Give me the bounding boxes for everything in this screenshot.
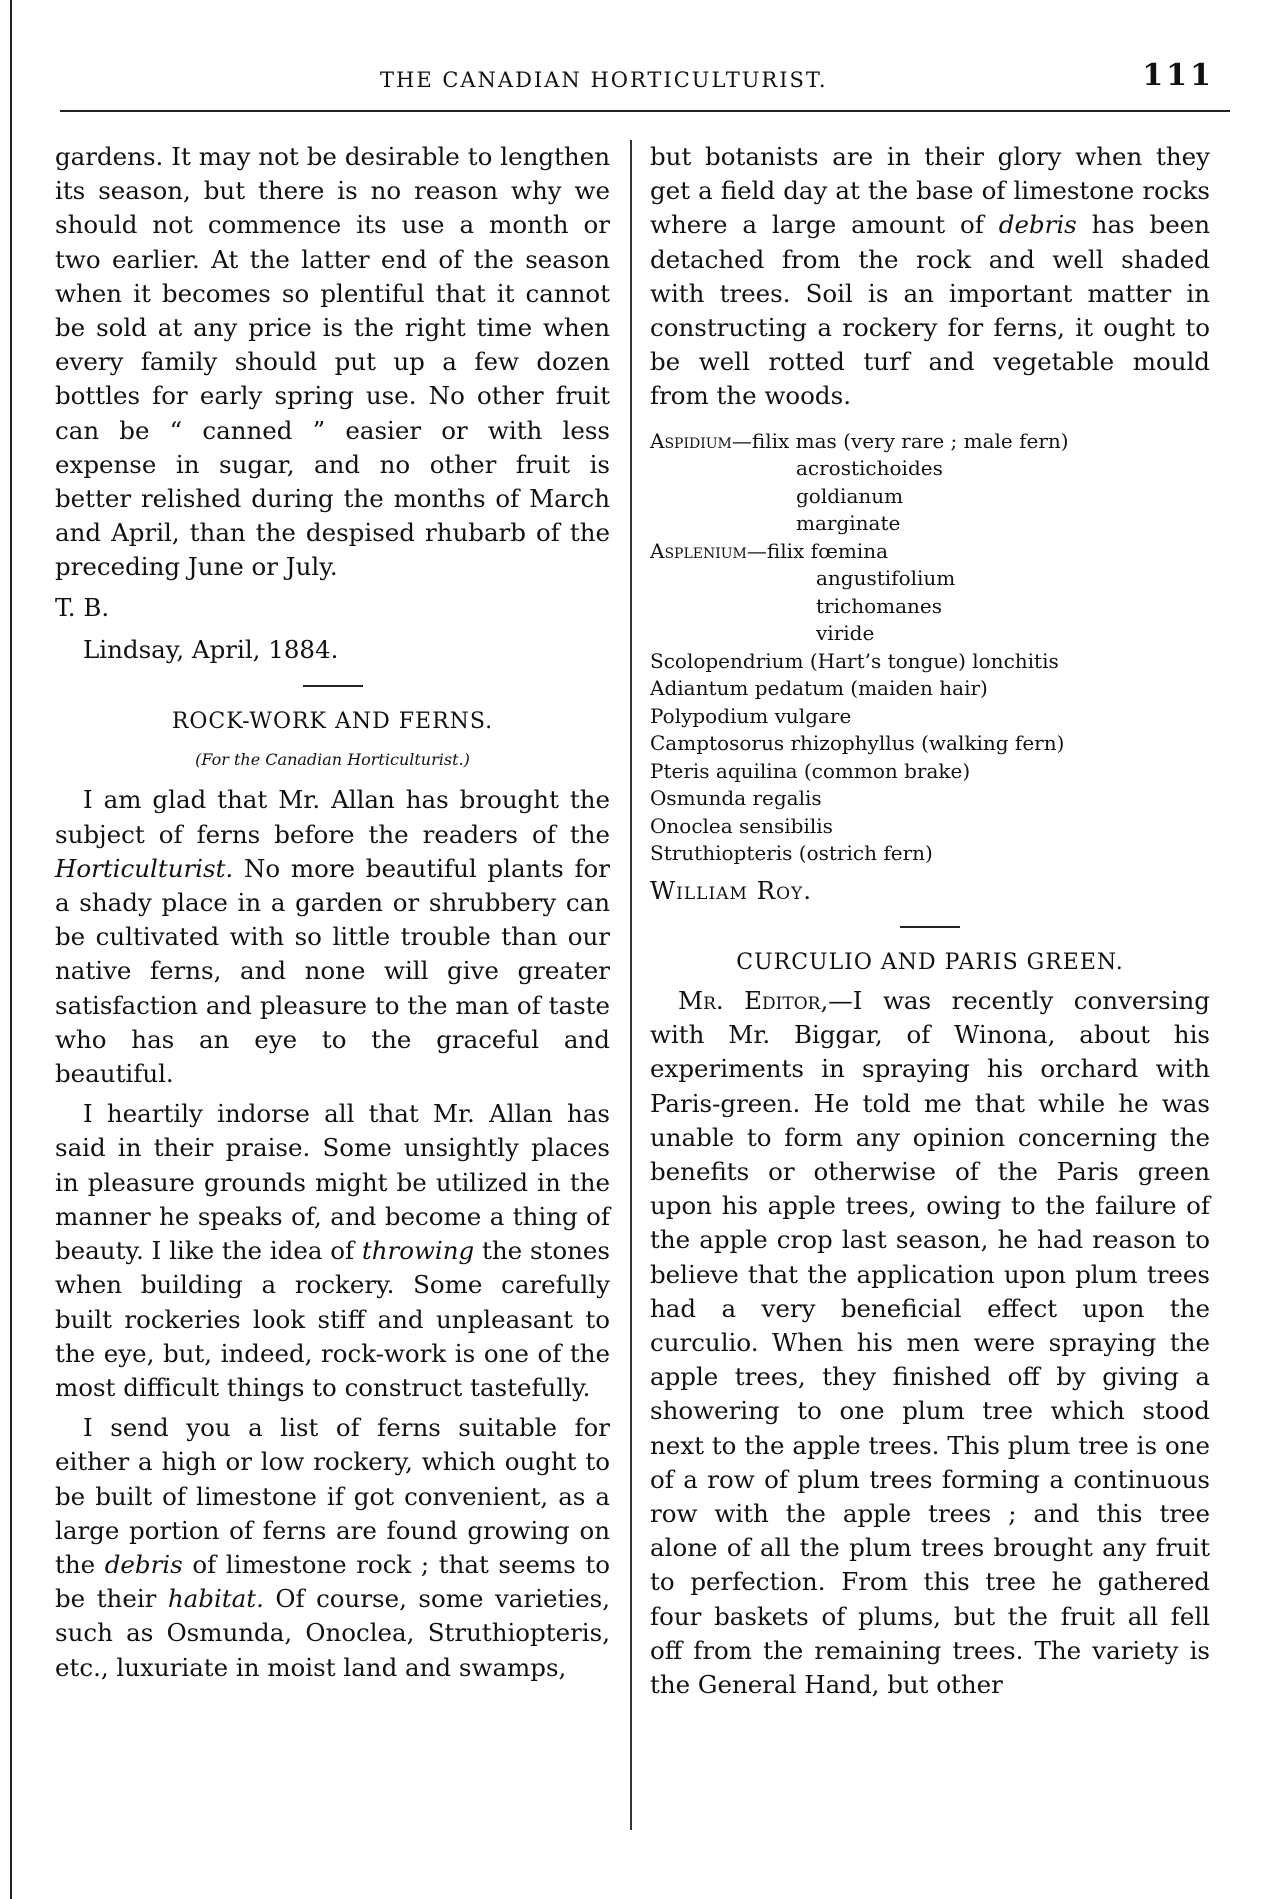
rock-work-paragraph-2	[55, 1097, 610, 1405]
fern-list-item: marginate	[796, 511, 901, 536]
right-column	[650, 140, 1210, 1708]
rock-work-paragraph-3	[55, 1411, 610, 1685]
text-run: I heartily indorse all that Mr. Allan has said in their praise. Some unsightly places in pleasure grounds might be utilized in the manner he speaks of, and become a thing of beauty. I like the idea of	[55, 1099, 610, 1266]
section-divider	[303, 685, 363, 687]
rhubarb-paragraph-end: gardens. It may not be desirable to lengthen its season, but there is no reason why we should not commence its use a month or two earlier. At the latter end of the season when it becomes so plentiful that it cannot be sold at any price is the right time when every family should put up a few dozen bottles for early spring use. No other fruit can be “ canned ” easier or with less expense in sugar, and no other fruit is better relished during the months of March and April, than the despised rhubarb of the preceding June or July.	[55, 142, 610, 582]
text-run: No more beautiful plants for a shady place in a garden or shrubbery can be cultivated with so little trouble than our native ferns, and none will give greater satisfaction and pleasure to the man of taste who has an eye to the graceful and beautiful.	[55, 853, 610, 1089]
italic-title: Horticulturist.	[55, 853, 234, 883]
fern-list-item	[650, 538, 1210, 566]
text-run: —I was recently conversing with Mr. Biggar, of Winona, about his experiments in spraying his orchard with Paris-green. He told me that while he was unable to form any opinion concerning the benefits or otherwise of the Paris green upon his apple trees, owing to the failure of the apple crop last season, he had reason to believe that the application upon plum trees had a very beneficial effect upon the curculio. When his men were spraying the apple trees, they finished off by giving a showering to one plum tree which stood next to the apple trees. This plum tree is one of a row of plum trees forming a continuous row with the apple trees ; and this tree alone of all the plum trees brought any fruit to perfection. From this tree he gathered four baskets of plums, but the fruit all fell off from the remaining trees. The variety is the General Hand, but other	[650, 986, 1210, 1700]
rock-work-title: ROCK-WORK AND FERNS.	[171, 709, 494, 735]
fern-list-item: Polypodium vulgare	[650, 703, 852, 728]
article-dateline: Lindsay, April, 1884.	[83, 634, 339, 664]
species-name: —filix mas (very rare ; male fern)	[731, 428, 1069, 453]
header-rule	[60, 110, 1230, 112]
column-divider	[630, 140, 632, 1830]
running-head: THE CANADIAN HORTICULTURIST.	[380, 68, 828, 92]
fern-list-item: trichomanes	[816, 593, 942, 618]
article-initials: T. B.	[55, 592, 110, 622]
fern-list-item	[650, 428, 1210, 456]
italic-word: habitat.	[167, 1584, 264, 1614]
curculio-paragraph	[650, 984, 1210, 1702]
fern-list	[650, 428, 1210, 868]
text-run: has been detached from the rock and well shaded with trees. Soil is an important matter in constructing a rockery for ferns, it ought to be well rotted turf and vegetable mould from the woods.	[650, 210, 1211, 411]
fern-list-item: Adiantum pedatum (maiden hair)	[650, 676, 988, 701]
fern-list-item: goldianum	[796, 483, 904, 508]
left-column	[55, 140, 610, 1691]
italic-word: debris	[998, 210, 1077, 240]
italic-word: debris	[104, 1549, 183, 1579]
fern-list-item: viride	[816, 621, 875, 646]
species-name: —filix fœmina	[746, 538, 889, 563]
text-run: Of course, some varieties, such as Osmunda, Onoclea, Struthiopteris, etc., luxuriate in moist land and swamps,	[55, 1584, 611, 1682]
text-run: I send you a list of ferns suitable for either a high or low rockery, which ought to be built of limestone if got convenient, as a large portion of ferns are found growing on the	[55, 1413, 610, 1579]
page-edge-rule	[10, 0, 12, 1899]
fern-list-item: Scolopendrium (Hart’s tongue) lonchitis	[650, 648, 1059, 673]
rock-work-subtitle: (For the Canadian Horticulturist.)	[195, 750, 470, 770]
section-divider	[900, 926, 960, 928]
text-run: of limestone rock ; that seems to be their	[55, 1549, 610, 1614]
genus-name: Asplenium	[650, 538, 747, 563]
fern-list-item: Osmunda regalis	[650, 786, 822, 811]
fern-list-item: Onoclea sensibilis	[650, 813, 833, 838]
page-number: 111	[1142, 58, 1214, 93]
fern-list-item: Camptosorus rhizophyllus (walking fern)	[650, 731, 1065, 756]
fern-list-item: acrostichoides	[796, 456, 943, 481]
page-header	[60, 58, 1230, 118]
text-run: I am glad that Mr. Allan has brought the subject of ferns before the readers of the	[55, 785, 610, 849]
genus-name: Aspidium	[650, 428, 732, 453]
author-signature: William Roy.	[650, 875, 813, 905]
salutation: Mr. Editor,	[678, 986, 829, 1016]
text-run: the stones when building a rockery. Some carefully built rockeries look stiff and unpleasant to the eye, but, indeed, rock-work is one of the most difficult things to construct tastefully.	[55, 1236, 610, 1402]
text-run: but botanists are in their glory when they get a field day at the base of limestone rocks where a large amount of	[650, 142, 1210, 240]
fern-list-item: Struthiopteris (ostrich fern)	[650, 841, 933, 866]
rock-work-continuation	[650, 140, 1210, 414]
rock-work-paragraph-1	[55, 783, 610, 1091]
fern-list-item: Pteris aquilina (common brake)	[650, 758, 971, 783]
curculio-title: CURCULIO AND PARIS GREEN.	[736, 949, 1124, 975]
italic-word: throwing	[361, 1236, 475, 1266]
fern-list-item: angustifolium	[816, 566, 956, 591]
